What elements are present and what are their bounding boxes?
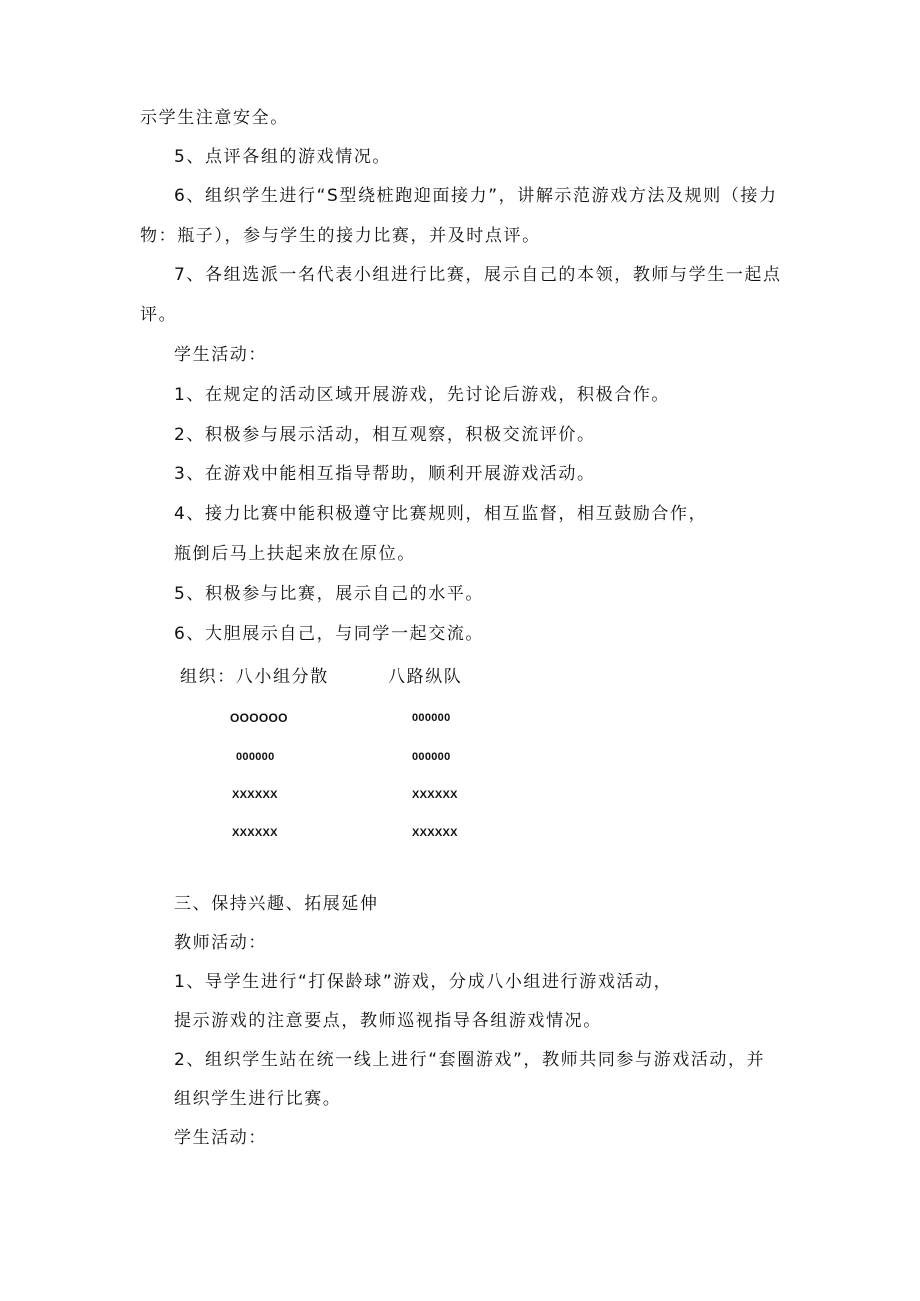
student-item-4: 4、接力比赛中能积极遵守比赛规则，相互监督，相互鼓励合作， <box>174 504 708 524</box>
student-activities-heading: 学生活动： <box>174 345 267 365</box>
student-activities-heading-2: 学生活动： <box>174 1128 267 1148</box>
formation-right-row-1: 000000 <box>412 712 451 724</box>
formation-left-row-4: XXXXXX <box>232 827 278 839</box>
student-item-5: 5、积极参与比赛，展示自己的水平。 <box>174 584 485 604</box>
formation-right-row-3: XXXXXX <box>412 789 458 801</box>
teacher-item-6-cont: 物：瓶子），参与学生的接力比赛，并及时点评。 <box>140 226 541 246</box>
student-item-3: 3、在游戏中能相互指导帮助，顺利开展游戏活动。 <box>174 464 596 484</box>
organization-label-right: 八路纵队 <box>388 667 463 687</box>
formation-right-row-2: 000000 <box>412 751 451 763</box>
section-heading: 三、保持兴趣、拓展延伸 <box>174 894 379 914</box>
teacher-item-2: 2、组织学生站在统一线上进行“套圈游戏”，教师共同参与游戏活动，并 <box>174 1050 766 1070</box>
formation-left-row-2: 000000 <box>236 751 275 763</box>
paragraph-line: 示学生注意安全。 <box>140 108 289 128</box>
formation-right-row-4: XXXXXX <box>412 827 458 839</box>
teacher-item-1-cont: 提示游戏的注意要点，教师巡视指导各组游戏情况。 <box>174 1011 602 1031</box>
teacher-activities-heading: 教师活动： <box>174 933 267 953</box>
student-item-1: 1、在规定的活动区域开展游戏，先讨论后游戏，积极合作。 <box>174 385 671 405</box>
student-item-4-cont: 瓶倒后马上扶起来放在原位。 <box>174 544 416 564</box>
student-item-2: 2、积极参与展示活动，相互观察，积极交流评价。 <box>174 425 596 445</box>
organization-label: 组织：八小组分散 <box>180 667 329 687</box>
student-item-6: 6、大胆展示自己，与同学一起交流。 <box>174 624 485 644</box>
teacher-item-1: 1、导学生进行“打保龄球”游戏，分成八小组进行游戏活动， <box>174 972 673 992</box>
teacher-item-6: 6、组织学生进行“S型绕桩跑迎面接力”，讲解示范游戏方法及规则（接力 <box>174 186 778 206</box>
formation-left-row-1: OOOOOO <box>230 711 288 725</box>
teacher-item-7: 7、各组选派一名代表小组进行比赛，展示自己的本领，教师与学生一起点 <box>174 265 782 285</box>
teacher-item-7-cont: 评。 <box>140 305 178 325</box>
teacher-item-2-cont: 组织学生进行比赛。 <box>174 1089 342 1109</box>
teacher-item-5: 5、点评各组的游戏情况。 <box>174 147 392 167</box>
formation-left-row-3: XXXXXX <box>232 789 278 801</box>
